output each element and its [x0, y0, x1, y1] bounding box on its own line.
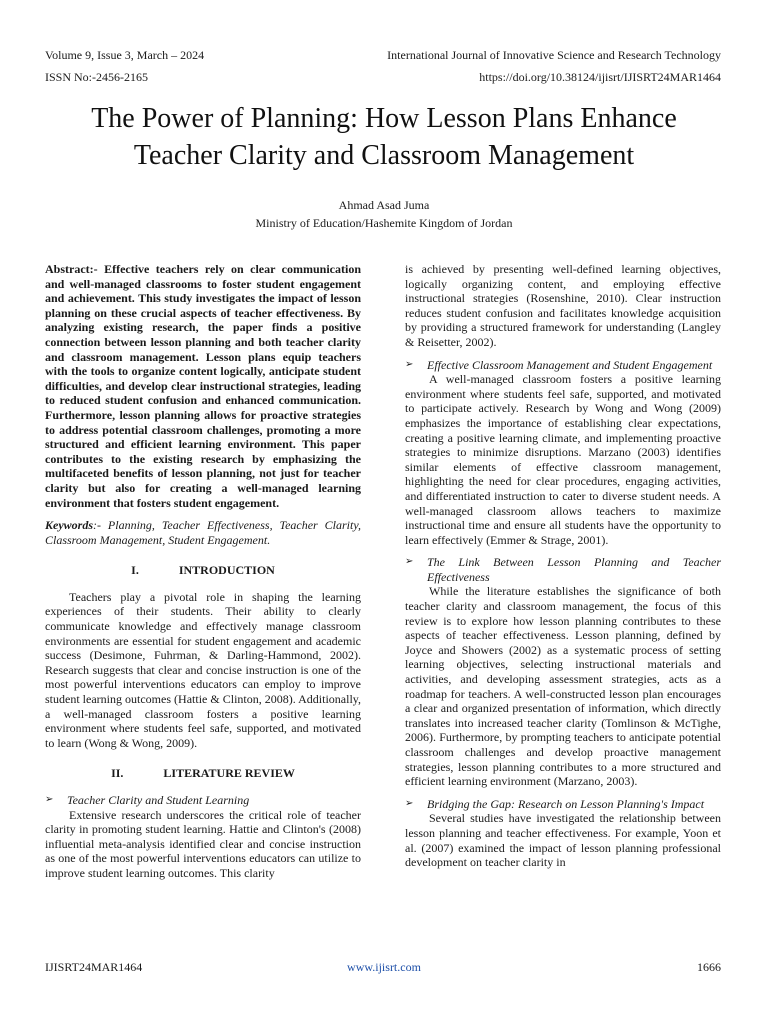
subsection-title: Bridging the Gap: Research on Lesson Planning's Impact: [427, 796, 705, 811]
footer-paper-id: IJISRT24MAR1464: [45, 960, 143, 974]
section-title: INTRODUCTION: [178, 563, 275, 578]
issn: ISSN No:-2456-2165: [45, 70, 149, 84]
section-heading-literature-review: [45, 766, 361, 781]
volume-info: Volume 9, Issue 3, March – 2024: [45, 48, 205, 62]
keywords-text: :- Planning, Teacher Effectiveness, Teacher Clarity, Classroom Management, Student Engagement.: [45, 518, 361, 547]
right-column: [405, 262, 721, 870]
page-number: 1666: [697, 960, 721, 974]
author-name: Ahmad Asad Juma: [338, 198, 430, 212]
subsection-heading-bridging-gap: [405, 797, 721, 812]
keywords-label: Keywords: [45, 518, 93, 533]
author-affiliation: Ministry of Education/Hashemite Kingdom of Jordan: [255, 216, 513, 230]
section-heading-introduction: [45, 563, 361, 578]
keywords: [45, 518, 361, 547]
introduction-paragraph: Teachers play a pivotal role in shaping the learning experiences of their students. Their ability to clearly communicate knowledge and effectively manage classroom environments are essential for student engagement and academic success (Desimone, Fuhrman, & Darling-Hammond, 2002). Research suggests that clear and concise instruction is one of the most powerful interventions educators can employ to improve student learning outcomes (Hattie & Clinton, 2008). Additionally, a well-managed classroom fosters a positive learning environment where students feel safe, supported, and motivated to learn (Wong & Wong, 2009).: [45, 589, 361, 750]
subsection-title: Effective Classroom Management and Student Engagement: [427, 357, 713, 372]
subsection-title: The Link Between Lesson Planning and Teacher Effectiveness: [427, 555, 721, 584]
section-title: LITERATURE REVIEW: [163, 766, 295, 781]
journal-name: International Journal of Innovative Science and Research Technology: [387, 48, 721, 62]
website-link[interactable]: www.ijisrt.com: [347, 960, 421, 974]
classroom-management-paragraph: A well-managed classroom fosters a positive learning environment where students feel safe, supported, and motivated to participate actively. Research by Wong and Wong (2009) emphasizes the importance of establishing clear expectations, creating a positive learning climate, and implementing proactive strategies to minimize disruptions. Marzano (2003) identifies similar elements of effective classroom management, highlighting the need for clear procedures, engaging activities, and differentiated instruction to cater to diverse student needs. A well-managed classroom allows teachers to maximize instructional time and ensure all students have the opportunity to learn effectively (Emmer & Strage, 2001).: [405, 372, 721, 547]
doi-link[interactable]: https://doi.org/10.38124/ijisrt/IJISRT24MAR1464: [479, 70, 721, 84]
teacher-clarity-paragraph: Extensive research underscores the critical role of teacher clarity in promoting student learning. Hattie and Clinton's (2008) influential meta-analysis identified clear and concise instruction as one of the most powerful interventions educators can utilize to improve student learning outcomes. This clarity: [45, 807, 361, 880]
abstract: Abstract:- Effective teachers rely on clear communication and well-managed classrooms to foster student engagement and achievement. This study investigates the impact of lesson planning on these crucial aspects of teacher effectiveness. By analyzing existing research, the paper finds a positive connection between lesson planning and both teacher clarity and classroom management. Lesson plans equip teachers with the tools to organize content logically, anticipate student difficulties, and develop clear instructional strategies, leading to reduced student confusion and enhanced communication. Furthermore, lesson planning allows for proactive strategies to address potential classroom challenges, promoting a more structured and efficient learning environment. This paper contributes to the existing research by emphasizing the multifaceted benefits of lesson planning, not just for teacher clarity but also for creating a well-managed learning environment that fosters student engagement.: [45, 262, 361, 510]
subsection-heading-classroom-management: [405, 358, 721, 373]
arrow-bullet-icon: ➢: [45, 794, 54, 805]
footer-website: [0, 960, 768, 974]
continuation-paragraph: is achieved by presenting well-defined learning objectives, logically organizing content, and employing effective instructional strategies (Rosenshine, 2010). Clear instruction reduces student confusion and facilitates knowledge acquisition by providing a structured framework for understanding (Langley & Reisetter, 2002).: [405, 262, 721, 349]
lesson-planning-link-paragraph: While the literature establishes the significance of both teacher clarity and classroom management, the focus of this review is to explore how lesson planning contributes to these aspects of teacher effectiveness. Lesson planning, defined by Joyce and Showers (2002) as a systematic process of setting learning objectives, selecting instructional materials and activities, and developing assessment strategies, acts as a roadmap for teachers. A well-constructed lesson plan encourages a clear and organized presentation of information, which directly translates into increased teacher clarity (Tomlinson & McTighe, 2006). Furthermore, by prompting teachers to anticipate potential classroom challenges and develop proactive management strategies, lesson planning contributes to a more structured and efficient learning environment (Marzano, 2003).: [405, 584, 721, 789]
left-column: [45, 262, 361, 881]
title-line-2: Teacher Clarity and Classroom Management: [133, 140, 635, 171]
paper-title: [0, 100, 768, 174]
arrow-bullet-icon: ➢: [405, 556, 414, 568]
section-number: II.: [111, 766, 124, 781]
arrow-bullet-icon: ➢: [405, 358, 414, 370]
subsection-heading-lesson-planning-link: [405, 555, 721, 584]
title-line-1: The Power of Planning: How Lesson Plans Enhance: [91, 103, 677, 134]
section-number: I.: [131, 563, 139, 578]
bridging-gap-paragraph: Several studies have investigated the relationship between lesson planning and teacher effectiveness. For example, Yoon et al. (2007) examined the impact of lesson planning professional development on teacher clarity in: [405, 811, 721, 870]
subsection-heading-teacher-clarity: [45, 793, 361, 808]
arrow-bullet-icon: ➢: [405, 797, 414, 809]
subsection-title: Teacher Clarity and Student Learning: [67, 793, 250, 807]
